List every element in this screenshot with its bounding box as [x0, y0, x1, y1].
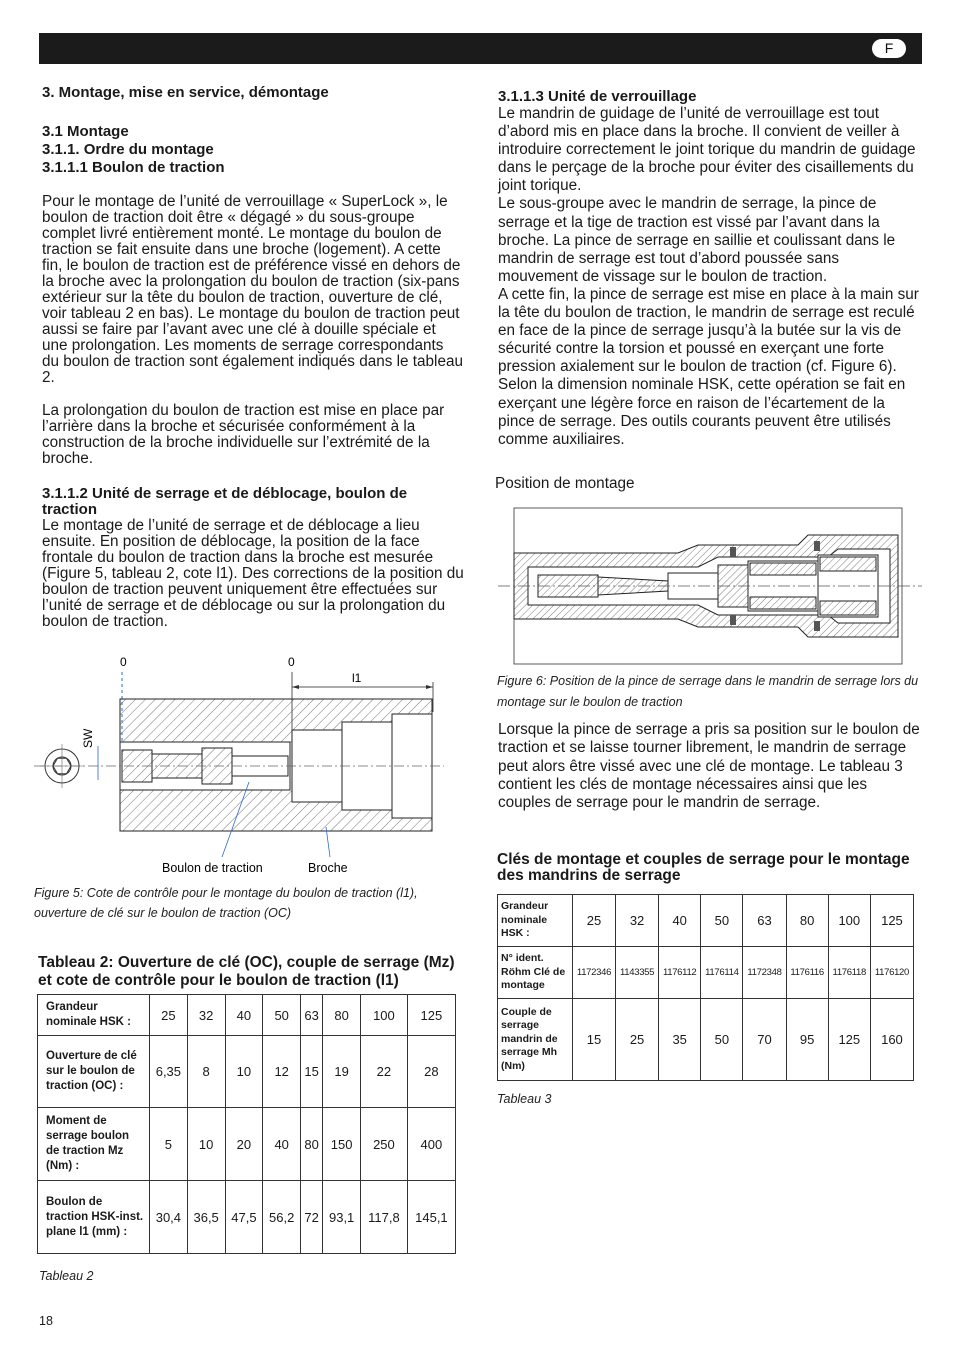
table-cell: 63: [301, 995, 323, 1036]
zero-mark-left: 0: [120, 655, 127, 669]
table-cell: 25: [573, 895, 616, 947]
table-row: [38, 1181, 456, 1254]
table-row: [498, 895, 914, 947]
table-cell: 1143355: [616, 947, 659, 999]
table-cell: 1176116: [786, 947, 828, 999]
figure-6-caption: Figure 6: Position de la pince de serrage dans le mandrin de serrage lors du montage sur le boulon de traction: [497, 674, 919, 709]
table-cell: 40: [225, 995, 263, 1036]
table-cell: 160: [870, 999, 913, 1081]
figure-5-caption: Figure 5: Cote de contrôle pour le montage du boulon de traction (l1), ouverture de clé sur le boulon de traction (OC): [34, 886, 418, 920]
table-cell: 10: [187, 1108, 225, 1181]
row-header: Boulon de traction HSK-inst. plane l1 (mm) :: [38, 1181, 150, 1254]
header-bar: [39, 33, 922, 64]
table-cell: 50: [701, 895, 743, 947]
subsection-heading: 3.1.1.2 Unité de serrage et de déblocage, boulon de traction: [42, 485, 408, 518]
figure-6-label: Position de montage: [495, 475, 635, 492]
row-header: N° ident. Röhm Clé de montage: [498, 947, 573, 999]
subsection-heading: 3.1.1. Ordre du montage: [42, 141, 214, 158]
table-row: [38, 995, 456, 1036]
table-3-caption: Tableau 3: [497, 1092, 552, 1106]
row-header: Grandeur nominale HSK :: [38, 995, 150, 1036]
table-cell: 15: [573, 999, 616, 1081]
paragraph: Le sous-groupe avec le mandrin de serrage, la pince de serrage et la tige de traction est vissé par l’avant dans la broche. La pince de serrage en saillie et coulissant dans le mandrin de serrage est tout d’abord poussée sans mouvement de vissage sur le boulon de traction.: [498, 195, 896, 285]
language-badge: F: [872, 39, 906, 58]
right-column: [498, 88, 923, 449]
row-header: Grandeur nominale HSK :: [498, 895, 573, 947]
table-cell: 50: [263, 995, 301, 1036]
table-cell: 70: [743, 999, 786, 1081]
table-cell: 5: [150, 1108, 188, 1181]
table-cell: 28: [407, 1036, 455, 1108]
table-cell: 125: [407, 995, 455, 1036]
row-header: Moment de serrage boulon de traction Mz (Nm) :: [38, 1108, 150, 1181]
table-2-caption: Tableau 2: [39, 1269, 94, 1283]
paragraph: Lorsque la pince de serrage a pris sa position sur le boulon de traction et se laisse tourner librement, le mandrin de serrage peut alors être vissé avec une clé de montage. Le tableau 3 contient les clés de montage nécessaires ainsi que les couples de serrage pour le mandrin de serrage.: [498, 721, 920, 812]
table-cell: 1176118: [828, 947, 870, 999]
section-heading: 3. Montage, mise en service, démontage: [42, 84, 329, 101]
subsection-heading: 3.1.1.3 Unité de verrouillage: [498, 88, 697, 105]
table-row: [38, 1036, 456, 1108]
table-2-title: Tableau 2: Ouverture de clé (OC), couple de serrage (Mz) et cote de contrôle pour le boulon de traction (l1): [38, 954, 455, 989]
figure-5-drawing: [34, 652, 464, 882]
sw-label: SW: [81, 728, 95, 748]
table-cell: 10: [225, 1036, 263, 1108]
table-3: [497, 894, 914, 1081]
left-column: [42, 84, 464, 630]
table-cell: 1176114: [701, 947, 743, 999]
table-3-title: Clés de montage et couples de serrage pour le montage des mandrins de serrage: [497, 851, 910, 884]
table-cell: 25: [616, 999, 659, 1081]
label-pull-bolt: Boulon de traction: [162, 861, 263, 875]
table-row: [498, 947, 914, 999]
table-cell: 250: [361, 1108, 408, 1181]
table-cell: 22: [361, 1036, 408, 1108]
table-2: [37, 994, 456, 1254]
subsection-heading: 3.1 Montage: [42, 123, 129, 140]
table-cell: 20: [225, 1108, 263, 1181]
table-cell: 47,5: [225, 1181, 263, 1254]
row-header: Couple de serrage mandrin de serrage Mh (Nm): [498, 999, 573, 1081]
paragraph: A cette fin, la pince de serrage est mise en place à la main sur la tête du boulon de traction, le mandrin de serrage est reculé en face de la pince de serrage jusqu’à la butée sur la vis de sécurité contre la torsion et poussé en exerçant une forte pression axialement sur le boulon de traction (cf. Figure 6). Selon la dimension nominale HSK, cette opération se fait en exerçant une légère force en raison de l’écartement de la pince de serrage. Des outils courants peuvent être utilisés comme auxiliaires.: [498, 285, 919, 448]
table-cell: 40: [263, 1108, 301, 1181]
table-cell: 117,8: [361, 1181, 408, 1254]
table-cell: 56,2: [263, 1181, 301, 1254]
table-cell: 32: [616, 895, 659, 947]
table-cell: 400: [407, 1108, 455, 1181]
table-row: [498, 999, 914, 1081]
table-cell: 15: [301, 1036, 323, 1108]
dimension-l1: l1: [352, 671, 362, 685]
table-cell: 80: [786, 895, 828, 947]
table-cell: 100: [828, 895, 870, 947]
table-row: [38, 1108, 456, 1181]
table-cell: 35: [659, 999, 701, 1081]
subsection-heading: 3.1.1.1 Boulon de traction: [42, 159, 225, 176]
paragraph: Le mandrin de guidage de l’unité de verrouillage est tout d’abord mis en place dans la broche. Il convient de veiller à introduire correctement le joint torique du mandrin de guidage dans le perçage de la broche pour éviter des cisaillements du joint torique.: [498, 105, 916, 195]
table-cell: 63: [743, 895, 786, 947]
paragraph: Le montage de l’unité de serrage et de déblocage a lieu ensuite. En position de déblocage, la position de la face frontale du boulon de traction dans la broche est mesurée (Figure 5, tableau 2, cote l1). Des corrections de la position du boulon de traction peuvent uniquement être effectuées sur l’unité de serrage et de déblocage ou sur la prolongation du boulon de traction.: [42, 517, 464, 630]
table-cell: 80: [301, 1108, 323, 1181]
table-cell: 32: [187, 995, 225, 1036]
table-cell: 100: [361, 995, 408, 1036]
table-cell: 8: [187, 1036, 225, 1108]
row-header: Ouverture de clé sur le boulon de traction (OC) :: [38, 1036, 150, 1108]
table-cell: 1172346: [573, 947, 616, 999]
table-cell: 93,1: [323, 1181, 361, 1254]
table-cell: 125: [828, 999, 870, 1081]
table-cell: 50: [701, 999, 743, 1081]
label-spindle: Broche: [308, 861, 348, 875]
table-cell: 1172348: [743, 947, 786, 999]
zero-mark-right: 0: [288, 655, 295, 669]
table-cell: 12: [263, 1036, 301, 1108]
table-cell: 1176120: [870, 947, 913, 999]
table-cell: 80: [323, 995, 361, 1036]
table-cell: 6,35: [150, 1036, 188, 1108]
page-number: 18: [39, 1314, 53, 1328]
table-cell: 40: [659, 895, 701, 947]
paragraph: La prolongation du boulon de traction est mise en place par l’arrière dans la broche et sécurisée conformément à la construction de la broche individuelle sur l’extrémité de la broche.: [42, 402, 445, 467]
table-cell: 25: [150, 995, 188, 1036]
table-cell: 19: [323, 1036, 361, 1108]
figure-6-drawing: [498, 505, 922, 667]
table-cell: 30,4: [150, 1181, 188, 1254]
table-cell: 1176112: [659, 947, 701, 999]
paragraph: Pour le montage de l’unité de verrouillage « SuperLock », le boulon de traction doit être « dégagé » du sous-groupe complet livré entièrement monté. Le montage du boulon de traction se fait ensuite dans une broche (logement). A cette fin, le boulon de traction est de préférence vissé en dehors de la broche avec la prolongation du boulon de traction (six-pans extérieur sur la tête du boulon de traction, ouverture de clé, voir tableau 2 en bas). Le montage du boulon de traction peut aussi se faire par l’avant avec une clé à douille spéciale et une prolongation. Les moments de serrage correspondants du boulon de traction sont également indiqués dans le tableau 2.: [42, 193, 463, 386]
table-cell: 150: [323, 1108, 361, 1181]
table-cell: 145,1: [407, 1181, 455, 1254]
table-cell: 36,5: [187, 1181, 225, 1254]
table-cell: 95: [786, 999, 828, 1081]
table-cell: 125: [870, 895, 913, 947]
table-cell: 72: [301, 1181, 323, 1254]
